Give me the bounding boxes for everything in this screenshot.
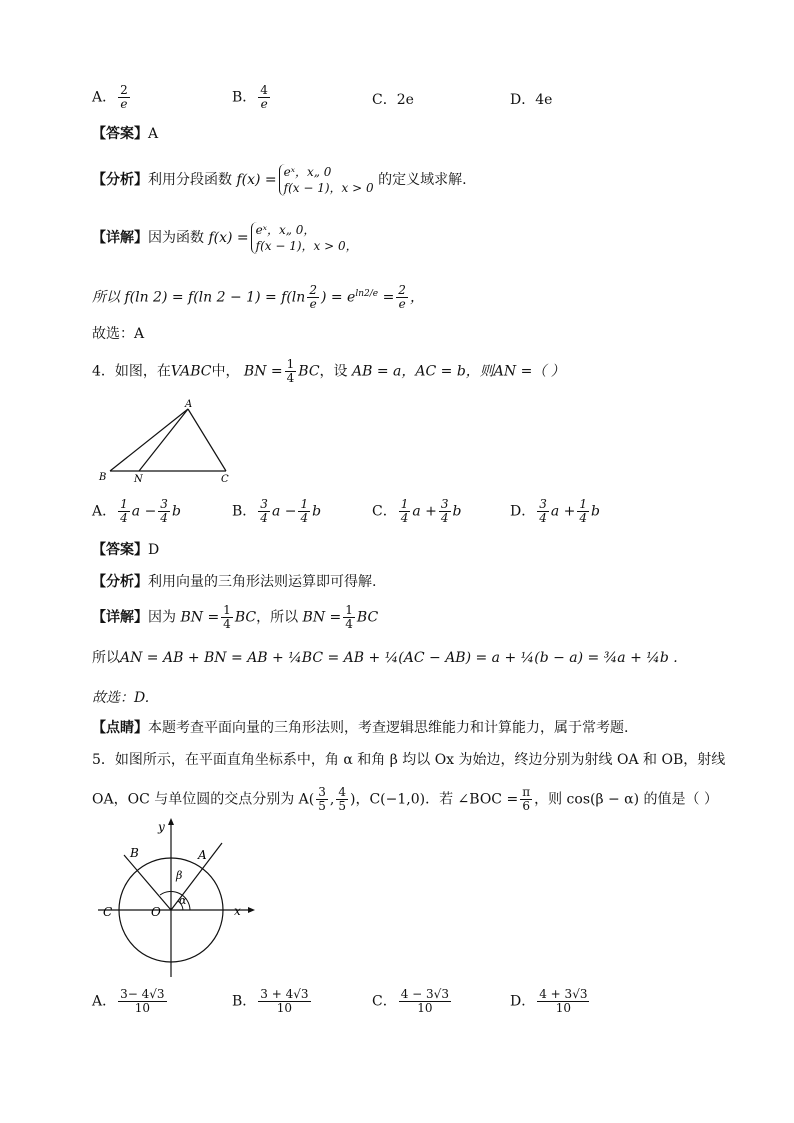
q4-option-a[interactable]: A． $\frac{1}{4}$ a − $\frac{3}{4}$ b — [92, 497, 181, 525]
q5-option-b[interactable]: B． $\frac{3 + 4√3}{10}$ — [232, 987, 309, 1015]
q4-option-d[interactable]: D． $\frac{3}{4}$ a + $\frac{1}{4}$ b — [510, 497, 601, 525]
label-a: A — [198, 848, 207, 862]
q3-option-a[interactable]: A． $\frac{2}{e}$ — [92, 83, 128, 111]
q3-analysis: 【分析】利用分段函数 f(x) = eˣ，x„ 0 f(x − 1)，x > 0 的定义域求解. — [92, 165, 467, 195]
q4-answer: 【答案】D — [92, 542, 160, 558]
label-o: O — [151, 905, 161, 919]
label-beta: β — [176, 869, 183, 882]
q5-option-a[interactable]: A． $\frac{3- 4√3}{10}$ — [92, 987, 165, 1015]
q4-stem: 4．如图，在VABC中， BN = $\frac{1}{4}$ BC，设 AB = a，AC = b，则AN =（ ） — [92, 357, 565, 385]
label-c: C — [221, 474, 229, 485]
q3-option-c[interactable]: C．2e — [372, 92, 414, 108]
side-ab — [110, 409, 188, 471]
unit-circle-figure — [98, 815, 258, 980]
q3-detail: 【详解】因为函数 f(x) = eˣ，x„ 0， f(x − 1)，x > 0， — [92, 223, 358, 253]
y-axis-arrow-icon — [168, 818, 174, 825]
label-alpha: α — [179, 894, 187, 907]
q3-option-d[interactable]: D．4e — [510, 92, 553, 108]
q5-stem-line2: OA，OC 与单位圆的交点分别为 A( $\frac{3}{5}$ , $\frac{4}{5}$ )，C(−1,0)．若 ∠BOC = $\frac{\pi}{6}$ ，则 cos(β − α) 的值是（ ） — [92, 785, 719, 813]
piecewise-brace: eˣ，x„ 0 f(x − 1)，x > 0 — [279, 164, 374, 196]
q5-option-c[interactable]: C． $\frac{4 - 3√3}{10}$ — [372, 987, 449, 1015]
q4-derivation: 所以AN = AB + BN = AB + ¼BC = AB + ¼(AC − AB) = a + ¼(b − a) = ¾a + ¼b . — [92, 650, 678, 666]
label-n: N — [134, 474, 143, 485]
triangle-figure — [95, 398, 240, 486]
q3-choose: 故选：A — [92, 326, 145, 342]
q4-option-b[interactable]: B． $\frac{3}{4}$ a − $\frac{1}{4}$ b — [232, 497, 322, 525]
q3-derivation: 所以 f(ln 2) = f(ln 2 − 1) = f(ln $\frac{2}{e}$ ) = $e^{ln2/e}$ = $\frac{2}{e}$ ， — [92, 283, 424, 312]
q3-option-b[interactable]: B． $\frac{4}{e}$ — [232, 83, 268, 111]
q4-choose: 故选：D. — [92, 690, 150, 706]
piecewise-brace-detail: eˣ，x„ 0， f(x − 1)，x > 0， — [251, 222, 358, 254]
q4-remark: 【点睛】本题考查平面向量的三角形法则，考查逻辑思维能力和计算能力，属于常考题. — [92, 720, 629, 736]
label-b: B — [99, 472, 107, 483]
side-ac — [188, 409, 226, 471]
label-c: C — [103, 905, 113, 919]
q4-option-c[interactable]: C． $\frac{1}{4}$ a + $\frac{3}{4}$ b — [372, 497, 462, 525]
segment-an — [139, 409, 188, 471]
q5-stem-line1: 5．如图所示，在平面直角坐标系中，角 α 和角 β 均以 Ox 为始边，终边分别为射线 OA 和 OB，射线 — [92, 752, 726, 768]
label-a: A — [185, 399, 193, 410]
label-y: y — [158, 820, 165, 834]
q5-option-d[interactable]: D． $\frac{4 + 3√3}{10}$ — [510, 987, 588, 1015]
q4-detail: 【详解】因为 BN = $\frac{1}{4}$ BC，所以 BN = $\frac{1}{4}$ BC — [92, 603, 379, 631]
label-x: x — [234, 904, 241, 918]
label-b: B — [130, 846, 139, 860]
q4-analysis: 【分析】利用向量的三角形法则运算即可得解. — [92, 574, 377, 590]
q3-answer: 【答案】A — [92, 126, 159, 142]
x-axis-arrow-icon — [248, 907, 255, 913]
